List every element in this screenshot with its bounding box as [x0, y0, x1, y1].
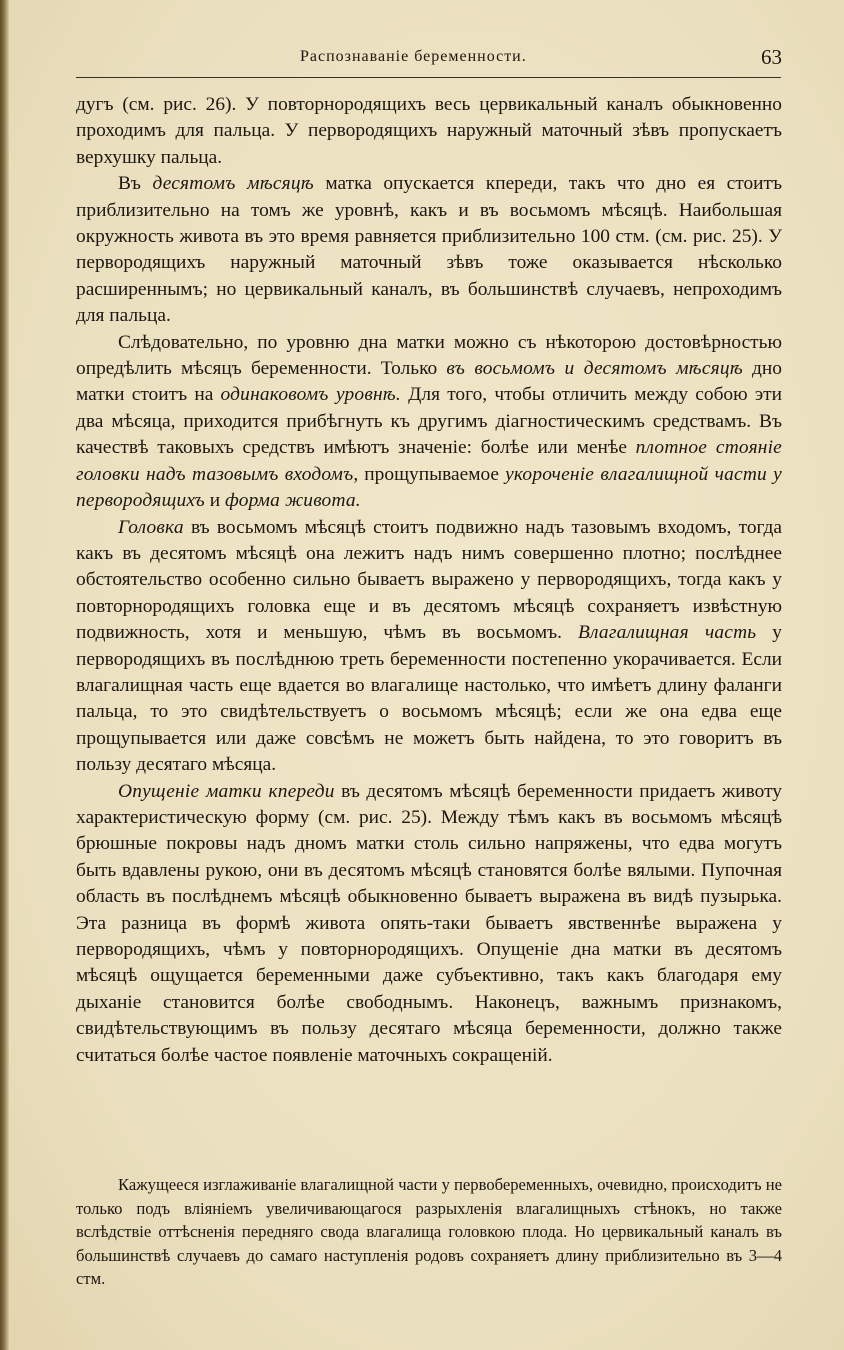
text-run: Въ [118, 173, 153, 195]
body-paragraph [76, 171, 782, 329]
italic-phrase: Влагалищная часть [577, 622, 757, 644]
text-run: у первородящихъ въ послѣднюю треть беременности постепенно укорачивается. Если влагалищная часть еще вдается во влагалище настолько, что имѣетъ длину фаланги пальца, то это свидѣтельствуетъ о восьмомъ мѣсяцѣ; если же она едва еще прощупывается или даже совсѣмъ не можетъ быть найдена, то это говоритъ въ пользу десятаго мѣсяца. [76, 622, 782, 776]
book-spine-edge [0, 0, 9, 1350]
text-run: матка опускается кпереди, такъ что дно ея стоитъ приблизительно на томъ же уровнѣ, какъ и въ восьмомъ мѣсяцѣ. Наибольшая окружность живота въ это время равняется приблизительно 100 стм. (см. рис. 25). У первородящихъ наружный маточный зѣвъ тоже оказывается нѣсколько расширеннымъ; но цервикальный каналъ, въ большинствѣ случаевъ, непроходимъ для пальца. [76, 173, 783, 327]
body-paragraph [76, 779, 782, 1069]
text-run: дугъ (см. рис. 26). У повторнородящихъ весь цервикальный каналъ обыкновенно проходимъ для пальца. У первородящихъ наружный маточный зѣвъ пропускаетъ верхушку пальца. [76, 94, 782, 168]
text-run: и [204, 490, 226, 512]
italic-phrase: Головка [118, 516, 184, 538]
body-paragraph [76, 92, 782, 171]
page-number: 63 [761, 45, 782, 69]
header-rule [76, 77, 781, 78]
text-run: Для того, чтобы отличить между собою эти два мѣсяца, приходится прибѣгнуть къ другимъ дiагностическимъ средствамъ. Въ качествѣ таковыхъ средствъ имѣютъ значенiе: болѣе или менѣе [76, 384, 782, 459]
running-header [0, 45, 844, 74]
body-paragraph [76, 515, 782, 779]
italic-phrase: форма живота. [225, 490, 361, 512]
text-run: въ десятомъ мѣсяцѣ беременности придаетъ животу характеристическую форму (см. рис. 25). Между тѣмъ какъ въ восьмомъ мѣсяцѣ брюшные покровы надъ дномъ матки столь сильно напряжены, что едва могутъ быть вдавлены рукою, они въ десятомъ мѣсяцѣ становятся болѣе вялыми. Пупочная область въ послѣднемъ мѣсяцѣ обыкновенно бываетъ выражена въ видѣ пузырька. Эта разница въ формѣ живота опять-таки бываетъ явственнѣе выражена у первородящихъ, чѣмъ у повторнородящихъ. Опущенiе дна матки въ десятомъ мѣсяцѣ ощущается беременными даже субъективно, такъ какъ благодаря ему дыханiе становится болѣе свободнымъ. Наконецъ, важнымъ признакомъ, свидѣтельствующимъ въ пользу десятаго мѣсяца беременности, должно также считаться болѣе частое появленiе маточныхъ сокращенiй. [76, 780, 782, 1066]
running-title: Распознаванiе беременности. [300, 48, 527, 65]
italic-phrase: укороченiе влагалищной части у первородящихъ [76, 463, 782, 512]
text-run: въ восьмомъ мѣсяцѣ стоитъ подвижно надъ тазовымъ входомъ, тогда какъ въ десятомъ мѣсяцѣ она лежитъ надъ нимъ совершенно плотно; послѣднее обстоятельство особенно сильно бываетъ выражено у первородящихъ, тогда какъ у повторнородящихъ головка еще и въ десятомъ мѣсяцѣ сохраняетъ извѣстную подвижность, хотя и меньшую, чѣмъ въ восьмомъ. [76, 516, 782, 644]
body-paragraph [76, 330, 782, 515]
body-text [76, 92, 782, 1069]
text-run: Слѣдовательно, по уровню дна матки можно съ нѣкоторою достовѣрностью опредѣлить мѣсяцъ беременности. Только [76, 331, 782, 380]
italic-phrase: въ восьмомъ и десятомъ мѣсяцѣ [446, 358, 743, 380]
italic-phrase: Опущенiе матки кпереди [118, 780, 335, 802]
italic-phrase: десятомъ мѣсяцѣ [152, 173, 314, 195]
italic-phrase: одинаковомъ уровнѣ. [220, 384, 401, 406]
text-run: дно матки стоитъ на [76, 358, 782, 406]
italic-phrase: плотное стоянiе головки надъ тазовымъ входомъ [76, 437, 782, 485]
text-run: , прощупываемое [353, 463, 506, 485]
footnote-paragraph: Кажущееся изглаживанiе влагалищной части у первобеременныхъ, очевидно, происходитъ не только подъ влiянiемъ увеличивающагося разрыхленiя влагалищныхъ стѣнокъ, но также вслѣдствiе оттѣсненiя передняго свода влагалища головкою плода. Но цервикальный каналъ въ большинствѣ случаевъ до самаго наступленiя родовъ сохраняетъ длину приблизительно въ 3—4 стм. [76, 1175, 782, 1289]
